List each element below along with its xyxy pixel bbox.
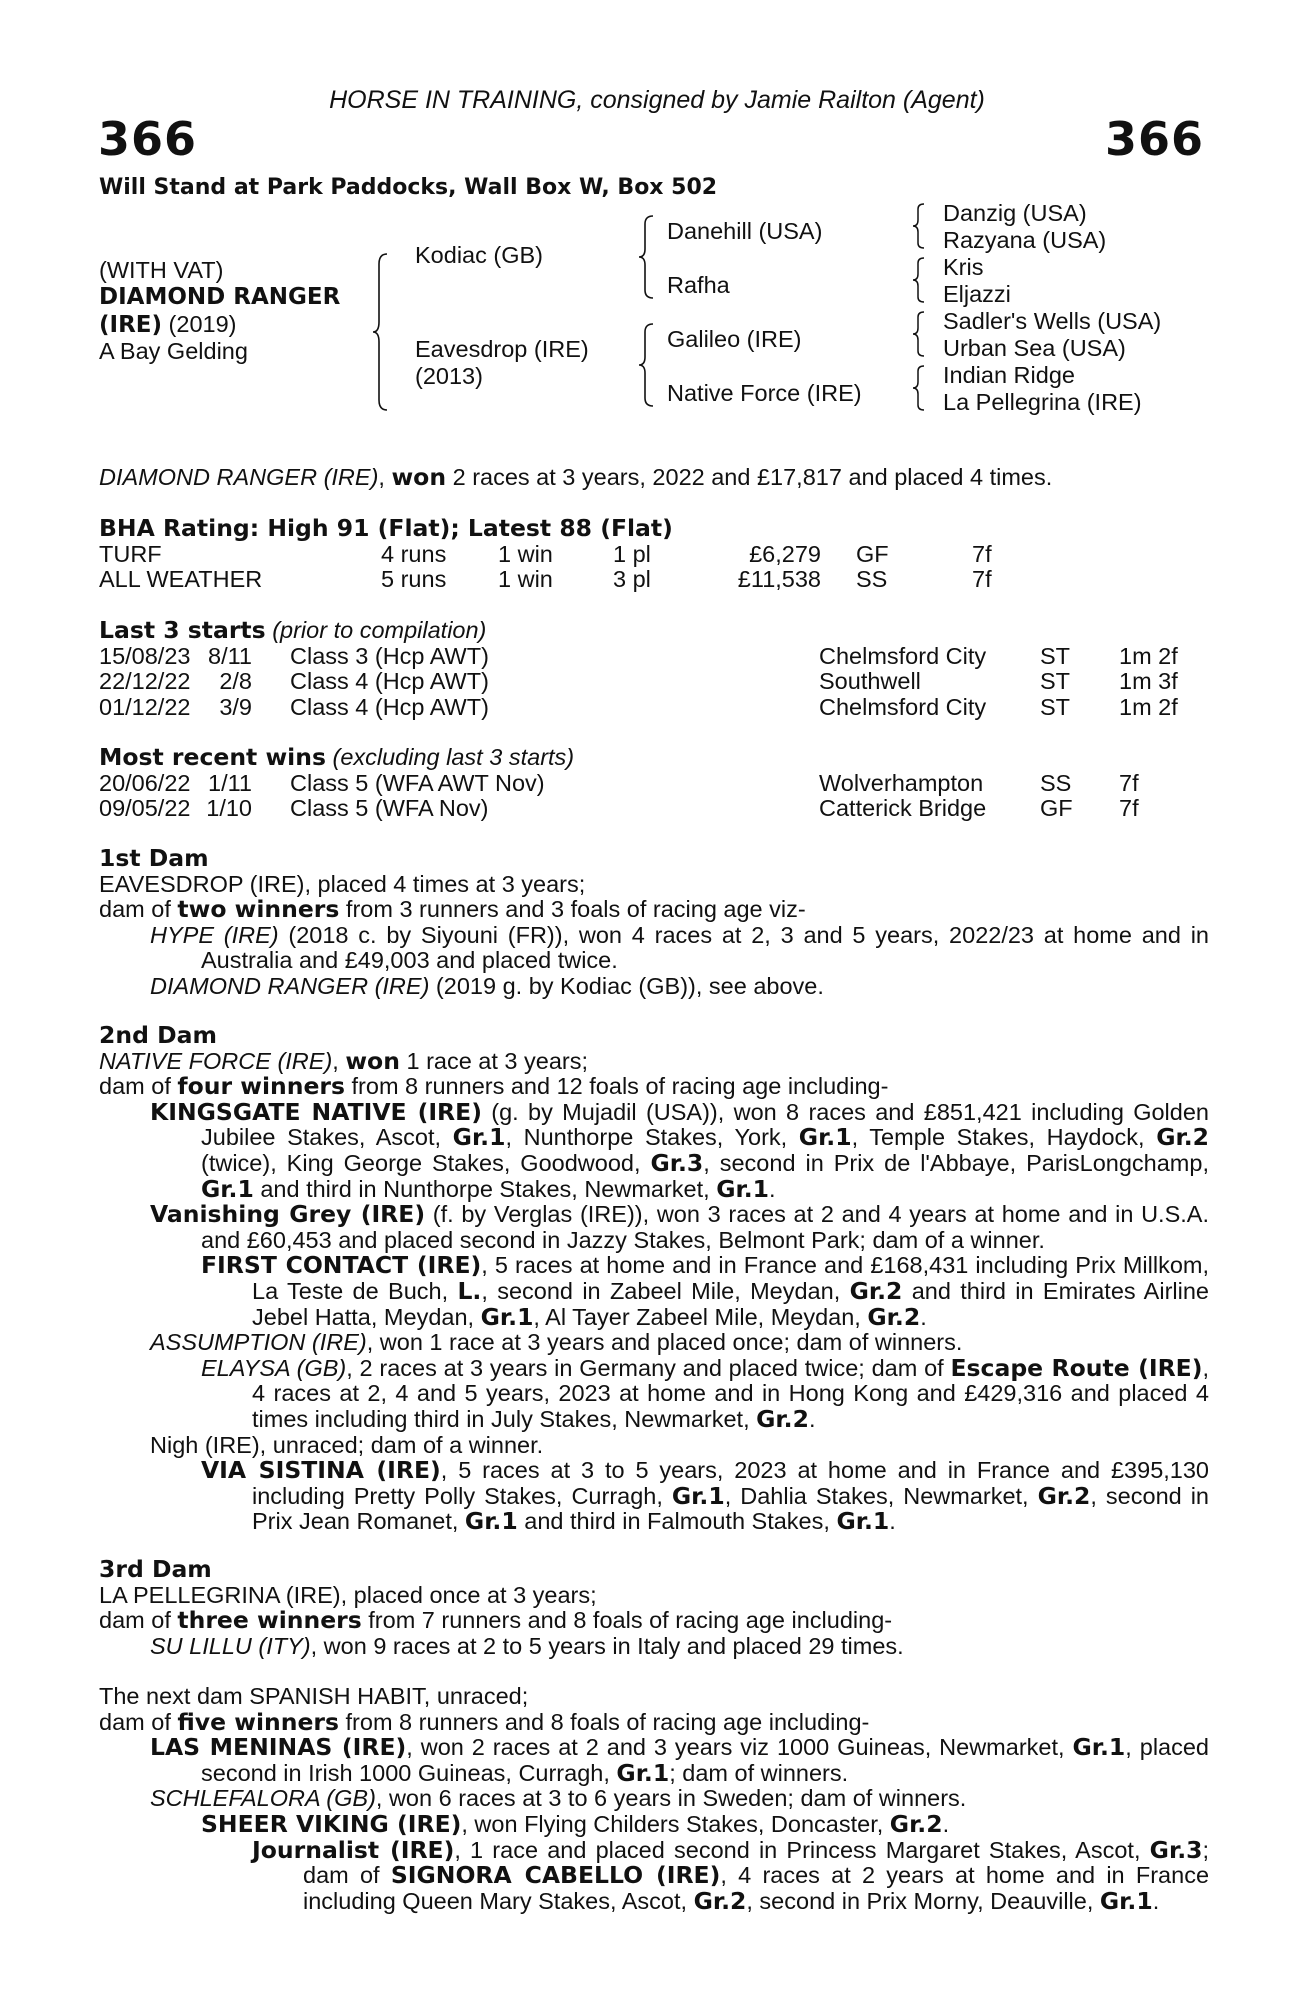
gg-2: Razyana (USA) — [943, 227, 1107, 253]
start-row: 15/08/23 8/11 Class 3 (Hcp AWT) Chelmsford City ST 1m 2f — [99, 642, 1178, 669]
produce-entry: ELAYSA (GB), 2 races at 3 years in Germany and placed twice; dam of Escape Route (IRE), 4 races at 2, 4 and 5 years, 2023 at home and in Hong Kong and £429,316 and placed 4 times including third in July Stakes, Newmarket, Gr.2. — [201, 1353, 1210, 1433]
produce-entry: SCHLEFALORA (GB), won 6 races at 3 to 6 years in Sweden; dam of winners. — [150, 1785, 967, 1812]
horse-name-suffix: (IRE) (2019) — [99, 311, 237, 338]
brace-3 — [637, 322, 657, 408]
sire: Kodiac (GB) — [415, 242, 543, 268]
produce-entry: LAS MENINAS (IRE), won 2 races at 2 and 3 years viz 1000 Guineas, Newmarket, Gr.1, placed second in Irish 1000 Guineas, Curragh, Gr.1; dam of winners. — [150, 1733, 1209, 1787]
rating-section — [99, 516, 1209, 593]
brace-7 — [911, 364, 927, 412]
third-dam-produce-line: dam of three winners from 7 runners and 8 foals of racing age including- — [99, 1606, 893, 1635]
first-dam-section — [99, 846, 1209, 1000]
first-dam-line: EAVESDROP (IRE), placed 4 times at 3 years; — [99, 870, 586, 897]
rating-row-aw: ALL WEATHER 5 runs 1 win 3 pl £11,538 SS 7f — [99, 566, 992, 593]
brace-1 — [371, 252, 391, 412]
produce-entry: DIAMOND RANGER (IRE) (2019 g. by Kodiac (GB)), see above. — [150, 972, 824, 999]
brace-4 — [911, 202, 927, 250]
win-row: 09/05/22 1/10 Class 5 (WFA Nov) Catterick Bridge GF 7f — [99, 795, 1139, 822]
produce-entry: Nigh (IRE), unraced; dam of a winner. — [150, 1431, 544, 1458]
gg-8: La Pellegrina (IRE) — [943, 389, 1142, 415]
horse-name: DIAMOND RANGER — [99, 284, 341, 310]
consignment-header: HORSE IN TRAINING, consigned by Jamie Railton (Agent) — [329, 86, 985, 114]
start-row: 01/12/22 3/9 Class 4 (Hcp AWT) Chelmsford City ST 1m 2f — [99, 693, 1178, 720]
produce-entry: ASSUMPTION (IRE), won 1 race at 3 years and placed once; dam of winners. — [150, 1329, 963, 1356]
first-dam-title: 1st Dam — [99, 844, 209, 872]
gg-7: Indian Ridge — [943, 362, 1075, 388]
produce-entry: SU LILLU (ITY), won 9 races at 2 to 5 years in Italy and placed 29 times. — [150, 1632, 904, 1659]
fourth-dam-section — [99, 1684, 1209, 1914]
first-dam-produce-line: dam of two winners from 3 runners and 3 foals of racing age viz- — [99, 895, 806, 924]
produce-entry: Vanishing Grey (IRE) (f. by Verglas (IRE)), won 3 races at 2 and 4 years at home and in U.S.A. and £60,453 and placed second in Jazzy Stakes, Belmont Park; dam of a winner. — [150, 1200, 1209, 1253]
second-dam-section — [99, 1023, 1209, 1535]
last-starts-section — [99, 618, 1209, 720]
produce-entry: FIRST CONTACT (IRE), 5 races at home and in France and £168,431 including Prix Millkom, La Teste de Buch, L., second in Zabeel Mile, Meydan, Gr.2 and third in Emirates Airline Jebel Hatta, Meydan, Gr.1, Al Tayer Zabeel Mile, Meydan, Gr.2. — [201, 1251, 1209, 1331]
dam-dam: Native Force (IRE) — [667, 380, 862, 406]
produce-entry: Journalist (IRE), 1 race and placed second in Princess Margaret Stakes, Ascot, Gr.3; dam of SIGNORA CABELLO (IRE), 4 races at 2 years at home and in France including Queen Mary Stakes, Ascot, Gr.2, second in Prix Morny, Deauville, Gr.1. — [252, 1835, 1210, 1915]
third-dam-title: 3rd Dam — [99, 1555, 212, 1583]
win-row: 20/06/22 1/11 Class 5 (WFA AWT Nov) Wolverhampton SS 7f — [99, 769, 1139, 796]
sire-sire: Danehill (USA) — [667, 218, 823, 244]
rating-title: BHA Rating: High 91 (Flat); Latest 88 (Flat) — [99, 514, 673, 542]
fourth-dam-produce-line: dam of five winners from 8 runners and 8 foals of racing age including- — [99, 1707, 870, 1736]
start-row: 22/12/22 2/8 Class 4 (Hcp AWT) Southwell ST 1m 3f — [99, 668, 1178, 695]
brace-5 — [911, 256, 927, 304]
pedigree-table — [99, 200, 1209, 430]
dam: Eavesdrop (IRE) — [415, 336, 589, 362]
produce-entry: SHEER VIKING (IRE), won Flying Childers Stakes, Doncaster, Gr.2. — [201, 1809, 950, 1838]
stand-location: Will Stand at Park Paddocks, Wall Box W, Box 502 — [99, 175, 718, 200]
dam-year: (2013) — [415, 363, 483, 389]
gg-1: Danzig (USA) — [943, 200, 1087, 226]
produce-entry: VIA SISTINA (IRE), 5 races at 3 to 5 years, 2023 at home and in France and £395,130 including Pretty Polly Stakes, Curragh, Gr.1, Dahlia Stakes, Newmarket, Gr.2, second in Prix Jean Romanet, Gr.1 and third in Falmouth Stakes, Gr.1. — [201, 1456, 1210, 1536]
produce-entry: HYPE (IRE) (2018 c. by Siyouni (FR)), won 4 races at 2, 3 and 5 years, 2022/23 at home and in Australia and £49,003 and placed twice. — [150, 921, 1209, 974]
sire-dam: Rafha — [667, 272, 730, 298]
second-dam-produce-line: dam of four winners from 8 runners and 12 foals of racing age including- — [99, 1072, 889, 1101]
third-dam-line: LA PELLEGRINA (IRE), placed once at 3 years; — [99, 1581, 597, 1608]
gg-6: Urban Sea (USA) — [943, 335, 1126, 361]
gg-3: Kris — [943, 254, 984, 280]
third-dam-section — [99, 1557, 1209, 1659]
brace-2 — [637, 214, 657, 300]
recent-wins-title: Most recent wins (excluding last 3 starts) — [99, 743, 575, 771]
lot-number-left: 366 — [98, 112, 198, 166]
brace-6 — [911, 310, 927, 358]
second-dam-title: 2nd Dam — [99, 1021, 217, 1049]
recent-wins-section — [99, 745, 1209, 822]
dam-sire: Galileo (IRE) — [667, 326, 802, 352]
horse-description: A Bay Gelding — [99, 338, 248, 364]
fourth-dam-line: The next dam SPANISH HABIT, unraced; — [99, 1683, 529, 1709]
last-starts-title: Last 3 starts (prior to compilation) — [99, 616, 487, 644]
gg-5: Sadler's Wells (USA) — [943, 308, 1162, 334]
produce-entry: KINGSGATE NATIVE (IRE) (g. by Mujadil (USA)), won 8 races and £851,421 including Golden Jubilee Stakes, Ascot, Gr.1, Nunthorpe Stakes, York, Gr.1, Temple Stakes, Haydock, Gr.2 (twice), King George Stakes, Goodwood, Gr.3, second in Prix de l'Abbaye, ParisLongchamp, Gr.1 and third in Nunthorpe Stakes, Newmarket, Gr.1. — [150, 1097, 1209, 1203]
rating-row-turf: TURF 4 runs 1 win 1 pl £6,279 GF 7f — [99, 540, 992, 567]
second-dam-line: NATIVE FORCE (IRE), won 1 race at 3 years; — [99, 1046, 589, 1075]
vat-label: (WITH VAT) — [99, 257, 224, 283]
lot-number-right: 366 — [1104, 112, 1204, 166]
gg-4: Eljazzi — [943, 281, 1011, 307]
race-summary: DIAMOND RANGER (IRE), won 2 races at 3 years, 2022 and £17,817 and placed 4 times. — [99, 463, 1053, 491]
